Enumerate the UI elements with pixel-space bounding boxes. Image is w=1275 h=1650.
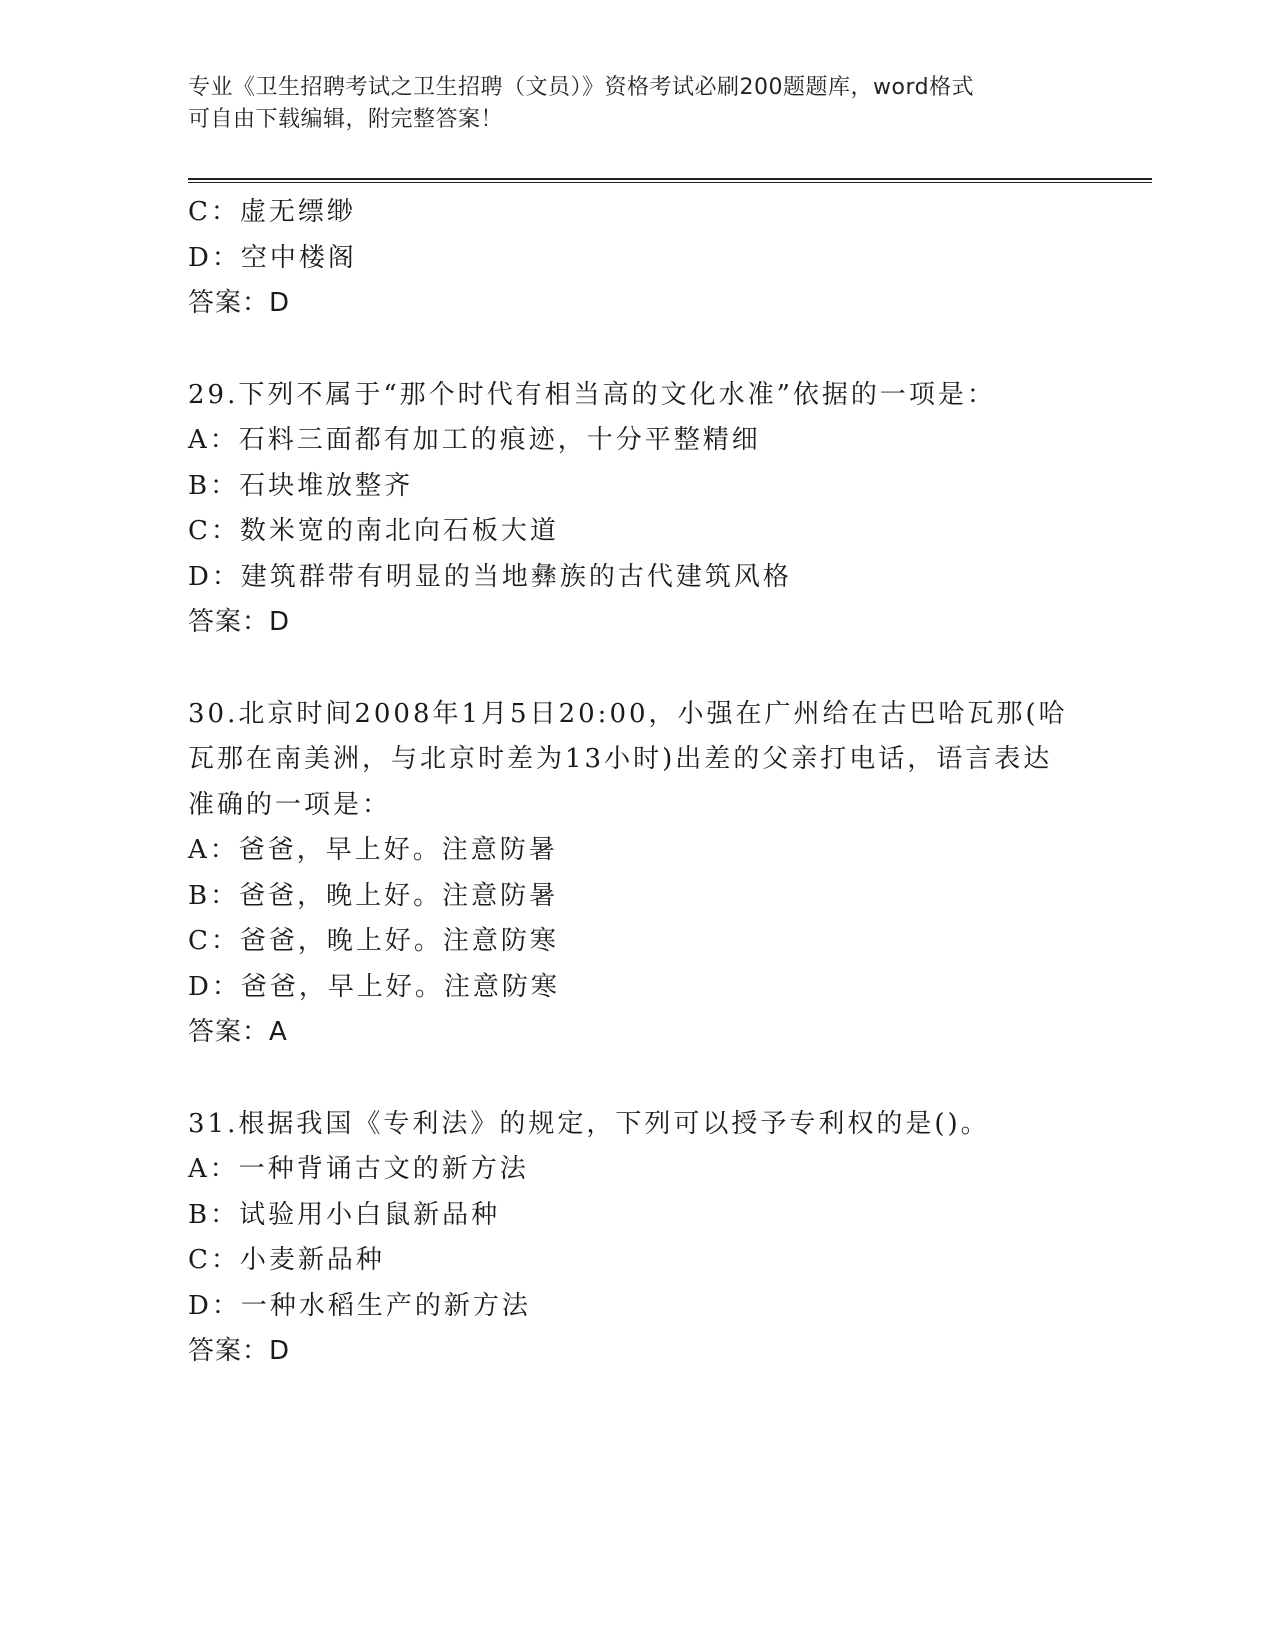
option-b: B：爸爸，晚上好。注意防暑: [188, 880, 559, 911]
option-b: B：试验用小白鼠新品种: [188, 1199, 501, 1230]
option-c: C：爸爸，晚上好。注意防寒: [188, 926, 559, 956]
question-stem-line-3: 准确的一项是：: [188, 789, 392, 820]
option-b: B：石块堆放整齐: [188, 470, 414, 501]
document-header: [188, 72, 1068, 136]
option-d: D：爸爸，早上好。注意防寒: [188, 971, 560, 1002]
option-c: C：虚无缥缈: [188, 197, 356, 227]
option-c: C：数米宽的南北向石板大道: [188, 516, 559, 546]
question-29: [188, 373, 1088, 646]
answer: 答案：A: [188, 1017, 288, 1047]
option-a: A：一种背诵古文的新方法: [188, 1154, 529, 1184]
option-a: A：石料三面都有加工的痕迹，十分平整精细: [188, 425, 761, 455]
answer: 答案：D: [188, 1336, 291, 1366]
option-c: C：小麦新品种: [188, 1245, 385, 1275]
question-30: [188, 692, 1088, 1056]
question-stem: 31.根据我国《专利法》的规定，下列可以授予专利权的是()。: [188, 1108, 990, 1139]
answer: 答案：D: [188, 288, 291, 318]
question-stem-line-2: 瓦那在南美洲，与北京时差为13小时)出差的父亲打电话，语言表达: [188, 744, 1053, 774]
header-line-2: 可自由下载编辑，附完整答案！: [188, 107, 504, 132]
spacer: [188, 646, 1088, 692]
question-31: [188, 1102, 1088, 1375]
option-d: D：空中楼阁: [188, 242, 357, 273]
option-d: D：建筑群带有明显的当地彝族的古代建筑风格: [188, 561, 792, 592]
header-line-1: 专业《卫生招聘考试之卫生招聘（文员）》资格考试必刷200题题库，word格式: [188, 75, 975, 100]
spacer: [188, 1056, 1088, 1102]
question-stem: 29.下列不属于“那个时代有相当高的文化水准”依据的一项是：: [188, 379, 996, 410]
question-28-tail: [188, 190, 1088, 327]
option-d: D：一种水稻生产的新方法: [188, 1290, 531, 1321]
header-divider: [188, 178, 1152, 183]
answer: 答案：D: [188, 607, 291, 637]
spacer: [188, 327, 1088, 373]
option-a: A：爸爸，早上好。注意防暑: [188, 835, 558, 865]
question-list: [188, 190, 1088, 1375]
question-stem-line-1: 30.北京时间2008年1月5日20:00，小强在广州给在古巴哈瓦那(哈: [188, 698, 1068, 729]
